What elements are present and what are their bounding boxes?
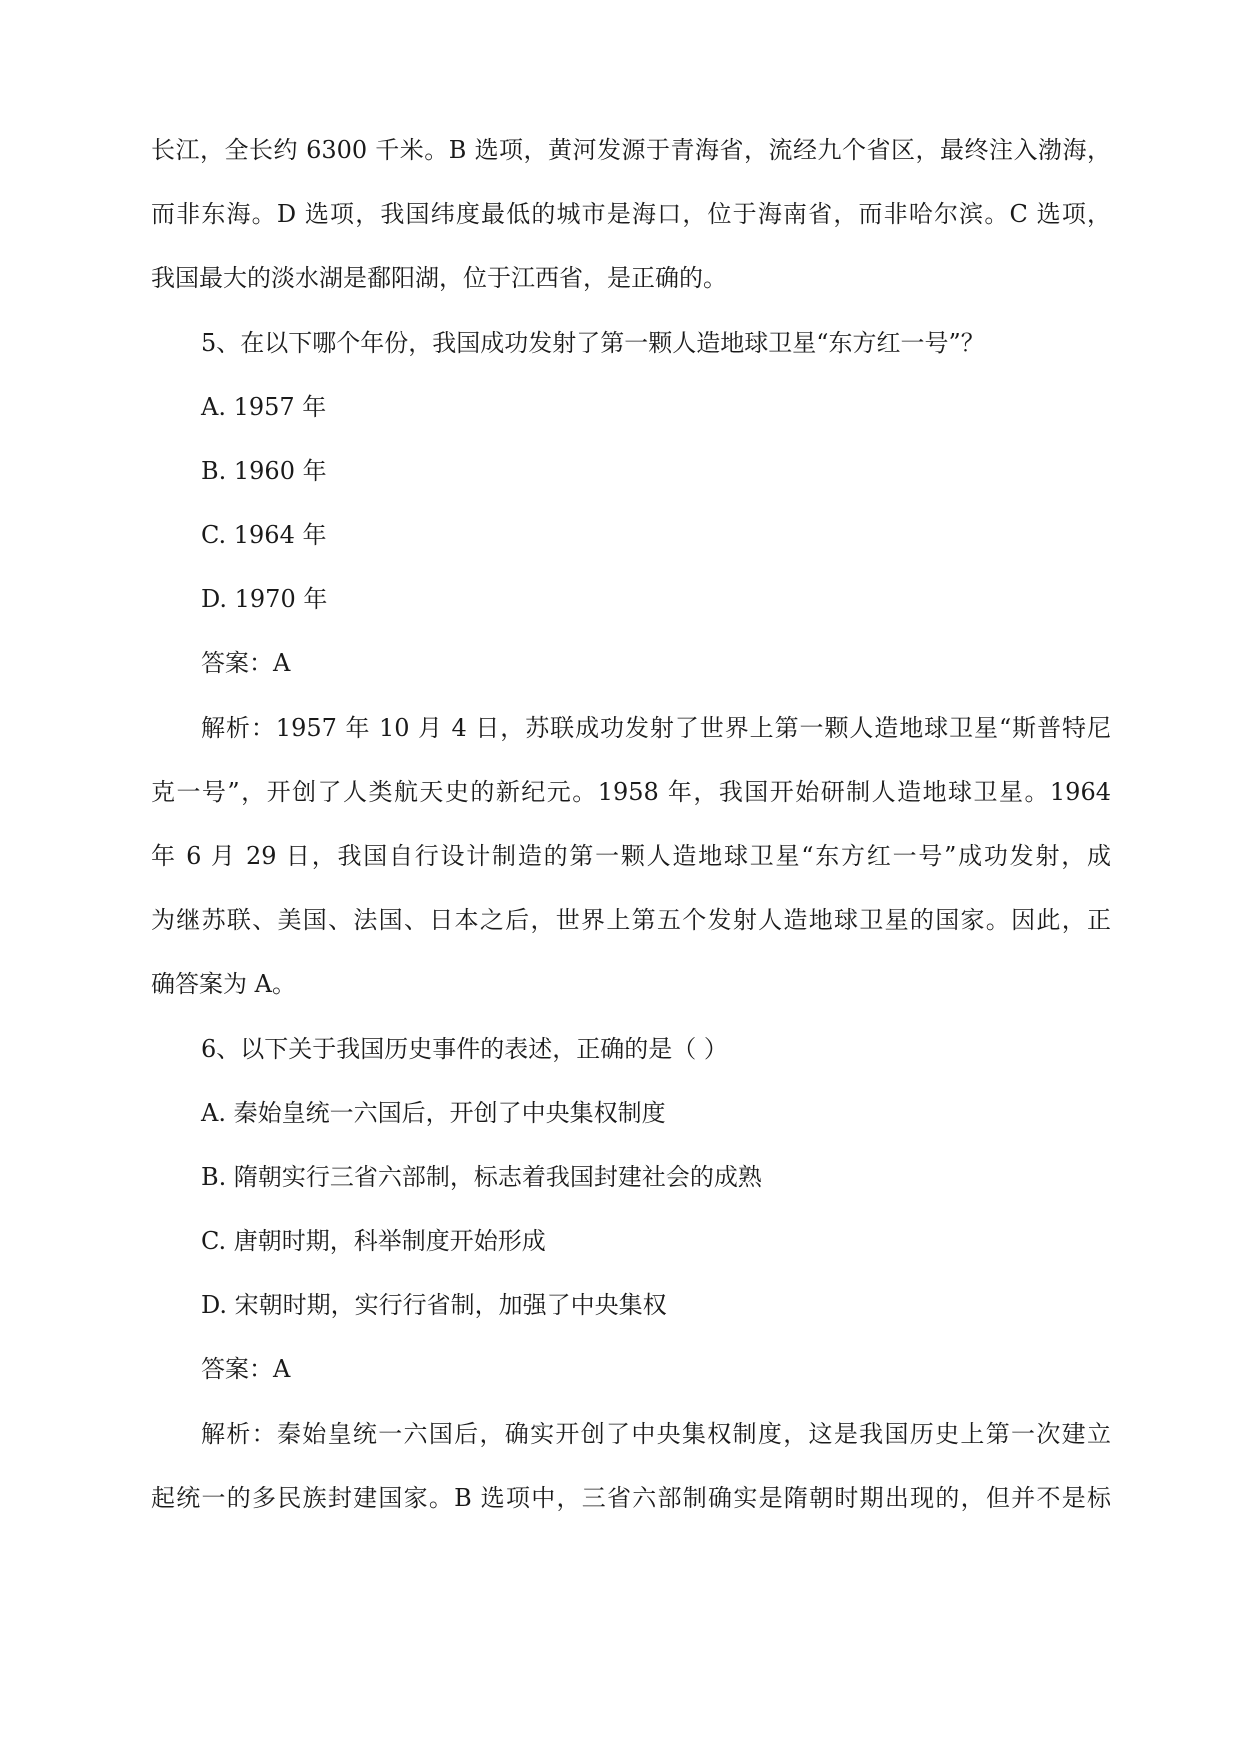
q5-option-d: D. 1970 年 [201,585,328,613]
q6-answer: 答案：A [201,1355,291,1383]
q5-option-b: B. 1960 年 [201,457,327,485]
q6-question: 6、以下关于我国历史事件的表述，正确的是（ ） [201,1035,728,1063]
prev-analysis-line-1: 长江，全长约 6300 千米。B 选项，黄河发源于青海省，流经九个省区，最终注入渤海， [151,136,1111,164]
q6-option-b: B. 隋朝实行三省六部制，标志着我国封建社会的成熟 [201,1163,762,1191]
q5-analysis-line-5: 确答案为 A。 [151,970,296,998]
q6-option-d: D. 宋朝时期，实行行省制，加强了中央集权 [201,1291,667,1319]
q6-analysis-line-1: 解析：秦始皇统一六国后，确实开创了中央集权制度，这是我国历史上第一次建立 [201,1420,1111,1448]
q5-analysis-line-4: 为继苏联、美国、法国、日本之后，世界上第五个发射人造地球卫星的国家。因此，正 [151,906,1111,934]
q5-question: 5、在以下哪个年份，我国成功发射了第一颗人造地球卫星“东方红一号”？ [201,329,985,357]
q5-option-c: C. 1964 年 [201,521,327,549]
q5-analysis-line-1: 解析：1957 年 10 月 4 日，苏联成功发射了世界上第一颗人造地球卫星“斯普特尼 [201,714,1111,742]
prev-analysis-line-2: 而非东海。D 选项，我国纬度最低的城市是海口，位于海南省，而非哈尔滨。C 选项， [151,200,1111,228]
q5-option-a: A. 1957 年 [201,393,327,421]
q6-analysis-line-2: 起统一的多民族封建国家。B 选项中，三省六部制确实是隋朝时期出现的，但并不是标 [151,1484,1111,1512]
q5-analysis-line-3: 年 6 月 29 日，我国自行设计制造的第一颗人造地球卫星“东方红一号”成功发射，成 [151,842,1111,870]
q5-answer: 答案：A [201,649,291,677]
q5-analysis-line-2: 克一号”，开创了人类航天史的新纪元。1958 年，我国开始研制人造地球卫星。1964 [151,778,1111,806]
prev-analysis-line-3: 我国最大的淡水湖是鄱阳湖，位于江西省，是正确的。 [151,264,727,292]
q6-option-a: A. 秦始皇统一六国后，开创了中央集权制度 [201,1099,666,1127]
q6-option-c: C. 唐朝时期，科举制度开始形成 [201,1227,546,1255]
